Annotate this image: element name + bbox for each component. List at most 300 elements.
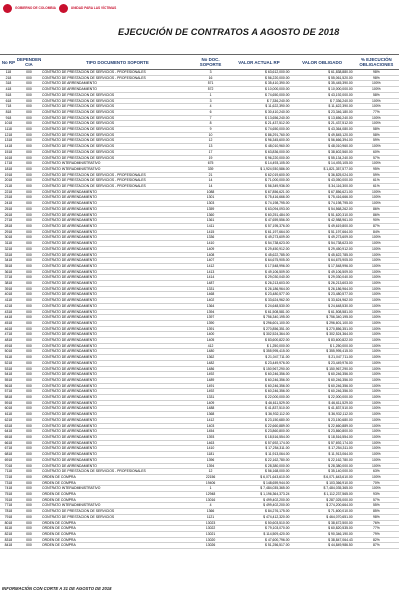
cell-porcentaje: 86% bbox=[354, 206, 399, 212]
cell-dependencia: 000 bbox=[17, 435, 41, 441]
cell-tipo-documento: CONTRATO DE PRESTACION DE SERVICIOS bbox=[41, 509, 194, 515]
cell-porcentaje: 100% bbox=[354, 366, 399, 372]
cell-valor-obligado: $ 43,364,080.00 bbox=[291, 127, 354, 133]
cell-dependencia: 000 bbox=[17, 218, 41, 224]
cell-no-doc: 1362 bbox=[194, 355, 228, 361]
cell-tipo-documento: CONTRATO DE ARRENDAMIENTO bbox=[41, 87, 194, 93]
cell-porcentaje: 100% bbox=[354, 104, 399, 110]
cell-no-rp: 5218 bbox=[0, 360, 17, 366]
cell-no-doc: 1303 bbox=[194, 201, 228, 207]
cell-no-rp: 7818 bbox=[0, 509, 17, 515]
cell-tipo-documento: CONTRATO DE ARRENDAMIENTO bbox=[41, 343, 194, 349]
cell-valor-actual: $ 30,410,240.00 bbox=[227, 109, 290, 115]
cell-no-rp: 1918 bbox=[0, 172, 17, 178]
cell-tipo-documento: CONTRATO DE PRESTACION DE SERVICIOS - PROFESIONALES bbox=[41, 178, 194, 184]
cell-no-doc: 1414 bbox=[194, 275, 228, 281]
cell-porcentaje: 100% bbox=[354, 417, 399, 423]
cell-porcentaje: 100% bbox=[354, 429, 399, 435]
cell-valor-obligado: $ 49,273,609.00 bbox=[291, 235, 354, 241]
cell-dependencia: 000 bbox=[17, 246, 41, 252]
cell-tipo-documento: CONTRATO DE ARRENDAMIENTO bbox=[41, 206, 194, 212]
cell-tipo-documento: CONTRATO DE ARRENDAMIENTO bbox=[41, 429, 194, 435]
cell-porcentaje: 100% bbox=[354, 246, 399, 252]
logos bbox=[3, 4, 116, 13]
cell-dependencia: 000 bbox=[17, 178, 41, 184]
cell-tipo-documento: CONTRATO DE ARRENDAMIENTO bbox=[41, 309, 194, 315]
cell-no-doc: 14 bbox=[194, 184, 228, 190]
cell-no-rp: 5918 bbox=[0, 400, 17, 406]
cell-valor-actual: $ 60,246,356.00 bbox=[227, 377, 290, 383]
cell-porcentaje: 100% bbox=[354, 349, 399, 355]
cell-valor-obligado: $ 23,150,680.00 bbox=[291, 417, 354, 423]
cell-no-rp: 4618 bbox=[0, 326, 17, 332]
cell-valor-obligado: $ 103,366,910.00 bbox=[291, 480, 354, 486]
cell-dependencia: 000 bbox=[17, 514, 41, 520]
cell-no-doc: 1331 bbox=[194, 395, 228, 401]
cell-no-rp: 1318 bbox=[0, 138, 17, 144]
cell-valor-obligado: $ 6,071,643,610.00 bbox=[291, 474, 354, 480]
cell-valor-obligado: $ 22,162,780.00 bbox=[291, 457, 354, 463]
cell-no-doc: 675 bbox=[194, 161, 228, 167]
cell-dependencia: 000 bbox=[17, 275, 41, 281]
cell-valor-obligado: $ 38,672,500.00 bbox=[291, 520, 354, 526]
cell-valor-obligado: $ 49,106,509.00 bbox=[291, 269, 354, 275]
cell-valor-actual: $ 64,675,905.00 bbox=[227, 258, 290, 264]
cell-no-doc: 1492 bbox=[194, 389, 228, 395]
cell-valor-actual: $ 21,047,711.00 bbox=[227, 355, 290, 361]
cell-no-doc: 12 bbox=[194, 138, 228, 144]
cell-valor-actual: $ 22,660,889.00 bbox=[227, 423, 290, 429]
cell-dependencia: 000 bbox=[17, 543, 41, 549]
cell-no-rp: 7018 bbox=[0, 463, 17, 469]
cell-porcentaje: 100% bbox=[354, 400, 399, 406]
cell-no-rp: 718 bbox=[0, 104, 17, 110]
cell-tipo-documento: ORDEN DE COMPRA bbox=[41, 537, 194, 543]
cell-dependencia: 000 bbox=[17, 166, 41, 172]
cell-valor-actual: $ 1,924,930,586.00 bbox=[227, 166, 290, 172]
cell-no-rp: 1718 bbox=[0, 161, 17, 167]
cell-no-doc: 339 bbox=[194, 166, 228, 172]
cell-porcentaje: 100% bbox=[354, 457, 399, 463]
cell-no-doc: 13020 bbox=[194, 537, 228, 543]
cell-porcentaje: 100% bbox=[354, 372, 399, 378]
cell-dependencia: 000 bbox=[17, 161, 41, 167]
cell-no-doc: 1 bbox=[194, 486, 228, 492]
cell-no-doc: 4 bbox=[194, 503, 228, 509]
cell-no-doc: 1487 bbox=[194, 281, 228, 287]
cell-tipo-documento: CONTRATO DE ARRENDAMIENTO bbox=[41, 292, 194, 298]
cell-no-rp: 4818 bbox=[0, 338, 17, 344]
cell-tipo-documento: ORDEN DE COMPRA bbox=[41, 492, 194, 498]
cell-dependencia: 000 bbox=[17, 355, 41, 361]
footnote: INFORMACIÓN CON CORTE A 31 DE AGOSTO DE 2018 bbox=[2, 586, 112, 591]
cell-dependencia: 000 bbox=[17, 326, 41, 332]
cell-valor-actual: $ 6,071,643,610.00 bbox=[227, 474, 290, 480]
cell-dependencia: 000 bbox=[17, 98, 41, 104]
cell-tipo-documento: CONTRATO DE ARRENDAMIENTO bbox=[41, 201, 194, 207]
cell-valor-obligado: $ 57,692,174.00 bbox=[291, 440, 354, 446]
cell-valor-obligado: $ 355,995,415.00 bbox=[291, 349, 354, 355]
cell-no-rp: 5118 bbox=[0, 355, 17, 361]
page-header bbox=[0, 0, 400, 52]
col-header-valor-actual-rp: VALOR ACTUAL RP bbox=[227, 55, 290, 70]
cell-valor-actual: $ 1,250,000.00 bbox=[227, 343, 290, 349]
cell-valor-actual: $ 36,932,112.00 bbox=[227, 412, 290, 418]
cell-valor-actual: $ 54,738,623.00 bbox=[227, 241, 290, 247]
cell-no-doc: 1359 bbox=[194, 206, 228, 212]
cell-no-doc: 9 bbox=[194, 127, 228, 133]
cell-dependencia: 000 bbox=[17, 349, 41, 355]
cell-no-rp: 6118 bbox=[0, 412, 17, 418]
cell-dependencia: 000 bbox=[17, 463, 41, 469]
cell-valor-obligado: $ 45,622,785.00 bbox=[291, 252, 354, 258]
cell-valor-obligado: $ 90,346,190.00 bbox=[291, 531, 354, 537]
cell-tipo-documento: ORDEN DE COMPRA bbox=[41, 520, 194, 526]
cell-porcentaje: 100% bbox=[354, 298, 399, 304]
cell-valor-obligado: $ 64,675,905.00 bbox=[291, 258, 354, 264]
cell-dependencia: 000 bbox=[17, 315, 41, 321]
cell-valor-actual: $ 1,196,364,373.24 bbox=[227, 492, 290, 498]
cell-porcentaje: 100% bbox=[354, 98, 399, 104]
cell-no-rp: 3718 bbox=[0, 275, 17, 281]
cell-no-doc: 1412 bbox=[194, 417, 228, 423]
cell-tipo-documento: CONTRATO DE ARRENDAMIENTO bbox=[41, 446, 194, 452]
cell-porcentaje: 98% bbox=[354, 70, 399, 76]
cell-valor-actual: $ 71,000,000.00 bbox=[227, 178, 290, 184]
cell-valor-obligado: $ 23,346,180.00 bbox=[291, 109, 354, 115]
cell-valor-obligado: $ 46,611,529.00 bbox=[291, 400, 354, 406]
cell-tipo-documento: CONTRATO DE ARRENDAMIENTO bbox=[41, 423, 194, 429]
cell-tipo-documento: CONTRATO DE PRESTACION DE SERVICIOS bbox=[41, 109, 194, 115]
cell-no-rp: 5418 bbox=[0, 372, 17, 378]
cell-no-doc: 1364 bbox=[194, 303, 228, 309]
cell-no-doc: 1402 bbox=[194, 298, 228, 304]
cell-dependencia: 000 bbox=[17, 75, 41, 81]
cell-tipo-documento: CONTRATO DE PRESTACION DE SERVICIOS bbox=[41, 127, 194, 133]
cell-porcentaje: 100% bbox=[354, 189, 399, 195]
cell-no-doc: 1394 bbox=[194, 309, 228, 315]
cell-porcentaje: 77% bbox=[354, 109, 399, 115]
cell-dependencia: 000 bbox=[17, 212, 41, 218]
cell-no-doc: 21 bbox=[194, 172, 228, 178]
cell-no-doc: 1400 bbox=[194, 332, 228, 338]
cell-no-rp: 818 bbox=[0, 109, 17, 115]
cell-dependencia: 000 bbox=[17, 366, 41, 372]
cell-valor-actual: $ 18,516,554.00 bbox=[227, 435, 290, 441]
contracts-table bbox=[0, 54, 399, 549]
cell-no-doc: 14 bbox=[194, 178, 228, 184]
cell-valor-obligado: $ 54,568,262.00 bbox=[291, 206, 354, 212]
col-header-no-doc-soporte: No DOC. SOPORTE bbox=[194, 55, 228, 70]
cell-tipo-documento: CONTRATO DE PRESTACION DE SERVICIOS bbox=[41, 138, 194, 144]
cell-no-rp: 3118 bbox=[0, 241, 17, 247]
cell-dependencia: 000 bbox=[17, 360, 41, 366]
cell-no-doc: 19406 bbox=[194, 480, 228, 486]
cell-no-rp: 6618 bbox=[0, 440, 17, 446]
cell-no-doc: 1336 bbox=[194, 235, 228, 241]
cell-valor-obligado: $ 22,000,000.00 bbox=[291, 395, 354, 401]
cell-porcentaje: 100% bbox=[354, 389, 399, 395]
cell-no-rp: 5018 bbox=[0, 349, 17, 355]
cell-no-rp: 3518 bbox=[0, 263, 17, 269]
cell-valor-obligado: $ 60,246,356.00 bbox=[291, 383, 354, 389]
cell-valor-obligado: $ 51,620,310.00 bbox=[291, 212, 354, 218]
cell-tipo-documento: CONTRATO DE ARRENDAMIENTO bbox=[41, 223, 194, 229]
cell-dependencia: 000 bbox=[17, 372, 41, 378]
cell-valor-actual: $ 24,648,530.00 bbox=[227, 303, 290, 309]
cell-porcentaje: 100% bbox=[354, 440, 399, 446]
cell-valor-obligado: $ 49,619,800.00 bbox=[291, 223, 354, 229]
cell-dependencia: 000 bbox=[17, 497, 41, 503]
cell-no-rp: 8018 bbox=[0, 520, 17, 526]
cell-valor-actual: $ 114,509,420.00 bbox=[227, 531, 290, 537]
cell-no-doc: 572 bbox=[194, 87, 228, 93]
cell-no-doc: 1480 bbox=[194, 349, 228, 355]
cell-dependencia: 000 bbox=[17, 303, 41, 309]
cell-valor-actual: $ 47,600,796.00 bbox=[227, 537, 290, 543]
cell-dependencia: 000 bbox=[17, 452, 41, 458]
cell-valor-obligado: $ 54,738,623.00 bbox=[291, 241, 354, 247]
table-header-row bbox=[0, 55, 399, 70]
cell-tipo-documento: CONTRATO DE ARRENDAMIENTO bbox=[41, 241, 194, 247]
cell-tipo-documento: CONTRATO DE ARRENDAMIENTO bbox=[41, 366, 194, 372]
cell-porcentaje: 100% bbox=[354, 355, 399, 361]
cell-porcentaje: 100% bbox=[354, 195, 399, 201]
cell-valor-obligado: $ 23,449,976.00 bbox=[291, 360, 354, 366]
cell-dependencia: 000 bbox=[17, 406, 41, 412]
cell-no-doc: 1391 bbox=[194, 326, 228, 332]
cell-no-doc: 1463 bbox=[194, 440, 228, 446]
cell-valor-obligado: $ 270,856,351.00 bbox=[291, 326, 354, 332]
cell-valor-obligado: $ 11,622,390.00 bbox=[291, 104, 354, 110]
cell-no-rp: 7418 bbox=[0, 486, 17, 492]
cell-valor-actual: $ 51,256,517.00 bbox=[227, 543, 290, 549]
cell-tipo-documento: CONTRATO DE ARRENDAMIENTO bbox=[41, 269, 194, 275]
cell-tipo-documento: ORDEN DE COMPRA bbox=[41, 497, 194, 503]
cell-porcentaje: 100% bbox=[354, 286, 399, 292]
cell-dependencia: 000 bbox=[17, 423, 41, 429]
cell-valor-obligado: $ 756,340,195.00 bbox=[291, 315, 354, 321]
cell-valor-actual: $ 26,213,603.00 bbox=[227, 281, 290, 287]
cell-no-rp: 5518 bbox=[0, 377, 17, 383]
cell-valor-actual: $ 75,416,666.00 bbox=[227, 195, 290, 201]
cell-no-doc: 1486 bbox=[194, 366, 228, 372]
cell-no-rp: 6018 bbox=[0, 406, 17, 412]
cell-valor-actual: $ 83,600,822.00 bbox=[227, 338, 290, 344]
cell-dependencia: 000 bbox=[17, 509, 41, 515]
cell-valor-obligado: $ 55,134,240.00 bbox=[291, 155, 354, 161]
cell-no-doc: 1181 bbox=[194, 452, 228, 458]
cell-valor-actual: $ 56,168,000.00 bbox=[227, 469, 290, 475]
cell-porcentaje: 100% bbox=[354, 269, 399, 275]
cell-no-doc: 12948 bbox=[194, 492, 228, 498]
cell-valor-actual: $ 47,659,556.00 bbox=[227, 218, 290, 224]
cell-valor-obligado: $ 75,416,666.00 bbox=[291, 195, 354, 201]
cell-porcentaje: 70% bbox=[354, 480, 399, 486]
cell-dependencia: 000 bbox=[17, 469, 41, 475]
cell-valor-actual: $ 56,220,000.00 bbox=[227, 75, 290, 81]
cell-valor-obligado: $ 60,246,356.00 bbox=[291, 377, 354, 383]
cell-valor-obligado: $ 23,480,577.00 bbox=[291, 292, 354, 298]
cell-no-doc: 6 bbox=[194, 109, 228, 115]
cell-no-rp: 3418 bbox=[0, 258, 17, 264]
cell-no-rp: 2018 bbox=[0, 178, 17, 184]
cell-tipo-documento: CONTRATO DE ARRENDAMIENTO bbox=[41, 303, 194, 309]
cell-no-rp: 4118 bbox=[0, 298, 17, 304]
cell-porcentaje: 100% bbox=[354, 161, 399, 167]
cell-dependencia: 000 bbox=[17, 189, 41, 195]
cell-dependencia: 000 bbox=[17, 258, 41, 264]
cell-dependencia: 000 bbox=[17, 172, 41, 178]
cell-no-doc: 22156 bbox=[194, 474, 228, 480]
cell-no-doc: 13021 bbox=[194, 531, 228, 537]
cell-no-doc: 1410 bbox=[194, 446, 228, 452]
cell-valor-actual: $ 296,601,100.00 bbox=[227, 320, 290, 326]
cell-dependencia: 000 bbox=[17, 492, 41, 498]
cell-dependencia: 000 bbox=[17, 298, 41, 304]
cell-tipo-documento: CONTRATO DE ARRENDAMIENTO bbox=[41, 395, 194, 401]
cell-valor-obligado: $ 29,450,912.00 bbox=[291, 246, 354, 252]
cell-tipo-documento: CONTRATO DE ARRENDAMIENTO bbox=[41, 320, 194, 326]
cell-porcentaje: 87% bbox=[354, 543, 399, 549]
cell-valor-actual: $ 28,380,000.00 bbox=[227, 463, 290, 469]
government-seal-icon bbox=[3, 4, 12, 13]
cell-no-rp: 6718 bbox=[0, 446, 17, 452]
cell-no-doc: 1 bbox=[194, 92, 228, 98]
cell-valor-obligado: $ 7,484,035,365.00 bbox=[291, 486, 354, 492]
cell-dependencia: 000 bbox=[17, 241, 41, 247]
cell-dependencia: 000 bbox=[17, 537, 41, 543]
cell-porcentaje: 100% bbox=[354, 338, 399, 344]
cell-tipo-documento: CONTRATO DE ARRENDAMIENTO bbox=[41, 81, 194, 87]
cell-porcentaje: 100% bbox=[354, 303, 399, 309]
cell-tipo-documento: ORDEN DE COMPRA bbox=[41, 543, 194, 549]
table-row bbox=[0, 543, 399, 549]
cell-valor-actual: $ 67,856,621.00 bbox=[227, 189, 290, 195]
cell-valor-obligado: $ 13,656,240.00 bbox=[291, 115, 354, 121]
cell-no-doc: 13016 bbox=[194, 497, 228, 503]
logo-text-unidad: UNIDAD PARA LAS VÍCTIMAS bbox=[70, 5, 117, 10]
cell-no-doc: 1413 bbox=[194, 269, 228, 275]
cell-porcentaje: 100% bbox=[354, 315, 399, 321]
cell-tipo-documento: CONTRATO DE ARRENDAMIENTO bbox=[41, 281, 194, 287]
cell-no-rp: 7718 bbox=[0, 503, 17, 509]
cell-valor-actual: $ 50,603,510.00 bbox=[227, 520, 290, 526]
cell-porcentaje: 63% bbox=[354, 469, 399, 475]
col-header-tipo-documento: TIPO DOCUMENTO SOPORTE bbox=[41, 55, 194, 70]
cell-valor-actual: $ 61,197,664.00 bbox=[227, 229, 290, 235]
cell-no-rp: 518 bbox=[0, 92, 17, 98]
cell-no-rp: 4718 bbox=[0, 332, 17, 338]
cell-dependencia: 000 bbox=[17, 338, 41, 344]
cell-no-rp: 6218 bbox=[0, 417, 17, 423]
cell-no-rp: 7918 bbox=[0, 514, 17, 520]
cell-no-rp: 7518 bbox=[0, 492, 17, 498]
cell-dependencia: 000 bbox=[17, 332, 41, 338]
cell-valor-actual: $ 84,276,175.00 bbox=[227, 509, 290, 515]
cell-no-rp: 918 bbox=[0, 115, 17, 121]
cell-valor-actual: $ 17,254,311.00 bbox=[227, 446, 290, 452]
cell-no-doc: 1361 bbox=[194, 218, 228, 224]
cell-valor-actual: $ 49,106,509.00 bbox=[227, 269, 290, 275]
cell-valor-obligado: $ 22,660,889.00 bbox=[291, 423, 354, 429]
cell-valor-obligado: $ 14,493,105.00 bbox=[291, 161, 354, 167]
cell-porcentaje: 100% bbox=[354, 241, 399, 247]
cell-valor-actual: $ 96,345,600.00 bbox=[227, 138, 290, 144]
cell-porcentaje: 86% bbox=[354, 212, 399, 218]
cell-valor-actual: $ 56,349,936.00 bbox=[227, 184, 290, 190]
cell-valor-obligado: $ 21,047,711.00 bbox=[291, 355, 354, 361]
cell-no-rp: 6418 bbox=[0, 429, 17, 435]
cell-valor-obligado: $ 60,820,535.00 bbox=[291, 526, 354, 532]
cell-tipo-documento: CONTRATO DE ARRENDAMIENTO bbox=[41, 457, 194, 463]
cell-no-doc: 1492 bbox=[194, 372, 228, 378]
cell-no-rp: 618 bbox=[0, 98, 17, 104]
cell-tipo-documento: ORDEN DE COMPRA bbox=[41, 526, 194, 532]
cell-porcentaje: 61% bbox=[354, 184, 399, 190]
cell-no-doc: 1489 bbox=[194, 377, 228, 383]
cell-no-doc: 1301 bbox=[194, 195, 228, 201]
cell-dependencia: 000 bbox=[17, 377, 41, 383]
cell-tipo-documento: CONTRATO DE PRESTACION DE SERVICIOS - PROFESIONALES bbox=[41, 75, 194, 81]
cell-porcentaje: 60% bbox=[354, 149, 399, 155]
cell-valor-actual: $ 7,484,035,365.00 bbox=[227, 486, 290, 492]
cell-valor-obligado: $ 26,186,964.00 bbox=[291, 286, 354, 292]
cell-valor-obligado: $ 74,198,795.00 bbox=[291, 201, 354, 207]
cell-valor-obligado: $ 11,913,064.00 bbox=[291, 452, 354, 458]
cell-no-rp: 4418 bbox=[0, 315, 17, 321]
cell-valor-actual: $ 11,622,390.00 bbox=[227, 104, 290, 110]
cell-valor-actual: $ 74,650,000.00 bbox=[227, 127, 290, 133]
cell-no-rp: 1018 bbox=[0, 121, 17, 127]
cell-valor-obligado: $ 1,112,237,565.00 bbox=[291, 492, 354, 498]
cell-tipo-documento: CONTRATO DE ARRENDAMIENTO bbox=[41, 412, 194, 418]
cell-porcentaje: 100% bbox=[354, 343, 399, 349]
cell-dependencia: 000 bbox=[17, 395, 41, 401]
cell-valor-actual: $ 10,000,000.00 bbox=[227, 87, 290, 93]
cell-porcentaje: 100% bbox=[354, 121, 399, 127]
cell-porcentaje: 100% bbox=[354, 332, 399, 338]
cell-dependencia: 000 bbox=[17, 223, 41, 229]
cell-tipo-documento: CONTRATO DE ARRENDAMIENTO bbox=[41, 235, 194, 241]
cell-tipo-documento: CONTRATO DE ARRENDAMIENTO bbox=[41, 389, 194, 395]
cell-valor-obligado: $ 61,508,581.00 bbox=[291, 309, 354, 315]
cell-valor-actual: $ 60,251,484.00 bbox=[227, 212, 290, 218]
cell-no-rp: 2718 bbox=[0, 218, 17, 224]
cell-tipo-documento: CONTRATO DE PRESTACION DE SERVICIOS - PROFESIONALES bbox=[41, 172, 194, 178]
cell-dependencia: 000 bbox=[17, 281, 41, 287]
cell-valor-actual: $ 26,186,964.00 bbox=[227, 286, 290, 292]
cell-valor-actual: $ 148,659,944.00 bbox=[227, 480, 290, 486]
cell-valor-obligado: $ 43,192,000.00 bbox=[291, 92, 354, 98]
cell-valor-obligado: $ 48,010,960.00 bbox=[291, 144, 354, 150]
cell-valor-obligado: $ 17,548,996.00 bbox=[291, 263, 354, 269]
cell-dependencia: 000 bbox=[17, 229, 41, 235]
cell-tipo-documento: CONTRATO DE ARRENDAMIENTO bbox=[41, 189, 194, 195]
cell-dependencia: 000 bbox=[17, 417, 41, 423]
cell-tipo-documento: CONTRATO DE ARRENDAMIENTO bbox=[41, 286, 194, 292]
cell-no-doc: 1121 bbox=[194, 514, 228, 520]
cell-dependencia: 000 bbox=[17, 81, 41, 87]
cell-no-rp: 5618 bbox=[0, 383, 17, 389]
cell-no-doc: 571 bbox=[194, 81, 228, 87]
cell-no-rp: 7618 bbox=[0, 497, 17, 503]
cell-porcentaje: 100% bbox=[354, 115, 399, 121]
cell-dependencia: 000 bbox=[17, 474, 41, 480]
cell-porcentaje: 95% bbox=[354, 166, 399, 172]
cell-porcentaje: 100% bbox=[354, 258, 399, 264]
cell-dependencia: 000 bbox=[17, 309, 41, 315]
